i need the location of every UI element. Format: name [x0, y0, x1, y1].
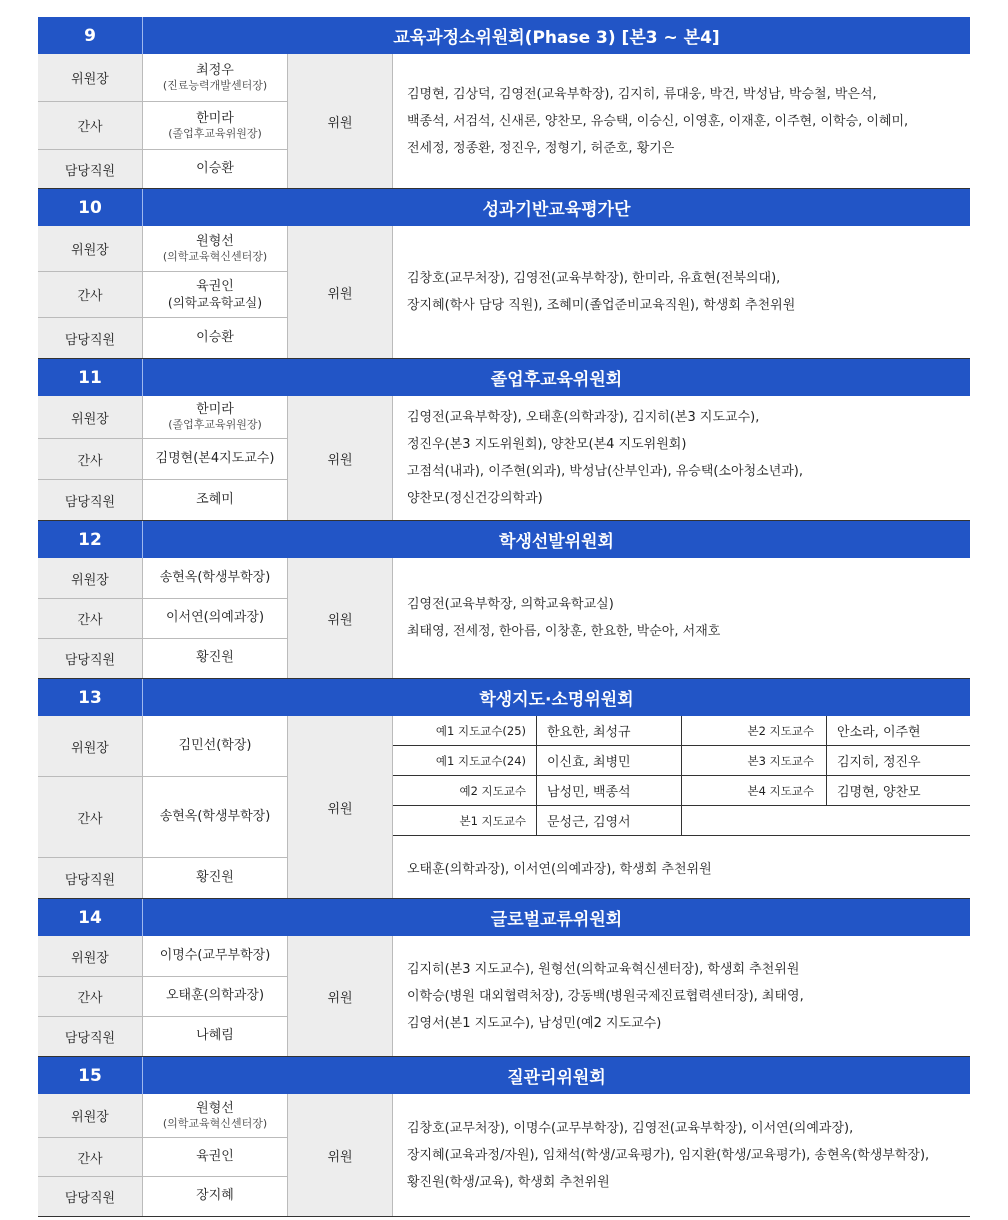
committee-body — [38, 396, 970, 521]
committee-header — [38, 359, 970, 396]
secretary-name: 한미라 — [196, 110, 234, 126]
chair-value — [143, 716, 287, 776]
staff-row — [38, 479, 287, 520]
committee-body — [38, 1094, 970, 1217]
committee-title: 성과기반교육평가단 — [482, 200, 631, 220]
committee-section — [38, 359, 970, 521]
advisor-names: 문성근, 김영서 — [537, 806, 682, 835]
members-lines — [407, 404, 803, 512]
chair-row — [38, 936, 287, 976]
advisor-names: 김지히, 정진우 — [837, 755, 921, 770]
committee-header — [38, 189, 970, 226]
staff-label: 담당직원 — [38, 858, 143, 898]
chair-name: 최정우 — [196, 62, 234, 78]
members-line: 김창호(교무처장), 이명수(교무부학장), 김영전(교육부학장), 이서연(의예과장), — [407, 1120, 854, 1136]
secretary-value — [143, 977, 287, 1016]
staff-row — [38, 149, 287, 188]
members-list — [393, 396, 970, 520]
staff-label: 담당직원 — [38, 1017, 143, 1056]
secretary-affiliation: (졸업후교육위원장) — [168, 126, 262, 140]
committee-body — [38, 558, 970, 679]
chair-row — [38, 54, 287, 101]
staff-value — [143, 150, 287, 188]
secretary-name: 이서연(의예과장) — [165, 610, 265, 626]
advisor-names: 김명현, 양찬모 — [837, 785, 921, 800]
chair-value — [143, 396, 287, 438]
advisor-row — [393, 806, 970, 836]
secretary-name: 송현옥(학생부학장) — [159, 808, 271, 824]
staff-label: 담당직원 — [38, 318, 143, 358]
committee-number: 15 — [38, 1057, 143, 1094]
staff-label: 담당직원 — [38, 1177, 143, 1216]
chair-label: 위원장 — [38, 54, 143, 101]
chair-value — [143, 936, 287, 976]
chair-name: 원형선 — [196, 1100, 234, 1116]
members-label: 위원 — [287, 54, 393, 188]
roles-column — [38, 226, 287, 358]
chair-name: 김민선(학장) — [178, 737, 252, 753]
staff-row — [38, 638, 287, 678]
advisor-row — [393, 776, 970, 806]
staff-name: 이승환 — [196, 160, 234, 176]
members-lines — [407, 1115, 929, 1196]
chair-name: 한미라 — [196, 402, 234, 417]
staff-row — [38, 1176, 287, 1216]
staff-name: 황진원 — [196, 650, 234, 666]
secretary-name: 육권인 — [196, 1148, 234, 1164]
secretary-label: 간사 — [38, 977, 143, 1016]
chair-label: 위원장 — [38, 1094, 143, 1137]
committee-title: 글로벌교류위원회 — [490, 910, 623, 930]
members-line: 장지혜(학사 담당 직원), 조혜미(졸업준비교육직원), 학생회 추천위원 — [407, 298, 796, 313]
committee-header — [38, 521, 970, 558]
secretary-label: 간사 — [38, 1138, 143, 1176]
members-line: 김영전(교육부학장, 의학교육학교실) — [407, 597, 614, 612]
chair-row — [38, 558, 287, 598]
committee-number: 12 — [38, 521, 143, 558]
secretary-label: 간사 — [38, 599, 143, 638]
chair-row — [38, 396, 287, 438]
chair-value — [143, 558, 287, 598]
advisor-label: 본4 지도교수 — [682, 776, 827, 805]
secretary-row — [38, 271, 287, 317]
committee-title: 교육과정소위원회(Phase 3) [본3 ~ 본4] — [393, 28, 720, 48]
members-list — [393, 226, 970, 358]
committee-title: 학생선발위원회 — [499, 532, 614, 552]
advisor-label: 본1 지도교수 — [393, 806, 537, 835]
staff-label: 담당직원 — [38, 150, 143, 188]
secretary-affiliation: (의학교육학교실) — [167, 294, 263, 310]
committee-body — [38, 54, 970, 189]
chair-label: 위원장 — [38, 558, 143, 598]
members-list — [393, 836, 970, 898]
secretary-value — [143, 1138, 287, 1176]
members-label: 위원 — [287, 226, 393, 358]
members-line: 양찬모(정신건강의학과) — [407, 491, 543, 506]
advisor-label: 예1 지도교수(24) — [393, 746, 537, 775]
chair-value — [143, 1094, 287, 1137]
chair-row — [38, 716, 287, 776]
chair-label: 위원장 — [38, 396, 143, 438]
members-line: 김명현, 김상덕, 김영전(교육부학장), 김지히, 류대웅, 박건, 박성남, 박승철, 박은석, — [407, 86, 877, 102]
members-label: 위원 — [287, 558, 393, 678]
members-label: 위원 — [287, 716, 393, 898]
committee-section — [38, 17, 970, 189]
secretary-name: 오태훈(의학과장) — [165, 988, 265, 1004]
members-label: 위원 — [287, 936, 393, 1056]
committee-title: 학생지도·소명위원회 — [479, 690, 634, 710]
members-line: 김영서(본1 지도교수), 남성민(예2 지도교수) — [407, 1015, 662, 1031]
secretary-row — [38, 438, 287, 479]
secretary-label: 간사 — [38, 102, 143, 149]
roles-column — [38, 936, 287, 1056]
chair-row — [38, 226, 287, 271]
roles-column — [38, 716, 287, 898]
chair-label: 위원장 — [38, 936, 143, 976]
secretary-value — [143, 777, 287, 857]
staff-row — [38, 857, 287, 898]
secretary-name: 김명현(본4지도교수) — [155, 450, 275, 466]
advisor-grid — [393, 716, 970, 898]
committee-number: 9 — [38, 17, 143, 54]
members-line: 고점석(내과), 이주현(외과), 박성남(산부인과), 유승택(소아청소년과), — [407, 464, 804, 479]
chair-affiliation: (진료능력개발센터장) — [162, 78, 268, 92]
members-line: 김영전(교육부학장), 오태훈(의학과장), 김지히(본3 지도교수), — [407, 410, 760, 425]
committee-header — [38, 679, 970, 716]
committee-header — [38, 899, 970, 936]
members-line: 전세정, 정종환, 정진우, 정형기, 허준호, 황기은 — [407, 140, 675, 156]
staff-value — [143, 1017, 287, 1056]
committee-section — [38, 189, 970, 359]
members-list — [393, 936, 970, 1056]
committee-section — [38, 899, 970, 1057]
members-lines — [407, 956, 804, 1037]
secretary-name: 육권인 — [196, 278, 234, 294]
chair-affiliation: (의학교육혁신센터장) — [162, 249, 268, 263]
committee-number: 10 — [38, 189, 143, 226]
members-list — [393, 1094, 970, 1216]
staff-value — [143, 858, 287, 898]
committee-number: 13 — [38, 679, 143, 716]
staff-row — [38, 1016, 287, 1056]
committee-document — [38, 17, 970, 1217]
chair-name: 송현옥(학생부학장) — [159, 569, 271, 585]
secretary-value — [143, 439, 287, 479]
advisor-names: 안소라, 이주현 — [837, 725, 921, 740]
staff-value — [143, 1177, 287, 1216]
committee-body — [38, 936, 970, 1057]
members-list — [393, 558, 970, 678]
members-line: 김지히(본3 지도교수), 원형선(의학교육혁신센터장), 학생회 추천위원 — [407, 961, 800, 977]
staff-value — [143, 318, 287, 358]
chair-affiliation: (의학교육혁신센터장) — [162, 1116, 268, 1130]
secretary-row — [38, 776, 287, 857]
roles-column — [38, 54, 287, 188]
secretary-row — [38, 101, 287, 149]
secretary-row — [38, 1137, 287, 1176]
chair-value — [143, 54, 287, 101]
staff-name: 이승환 — [196, 329, 234, 345]
members-lines — [407, 81, 908, 162]
staff-value — [143, 480, 287, 520]
roles-column — [38, 396, 287, 520]
staff-name: 황진원 — [196, 869, 234, 885]
advisor-row — [393, 716, 970, 746]
committee-number: 11 — [38, 359, 143, 396]
staff-name: 조혜미 — [196, 491, 234, 507]
staff-value — [143, 639, 287, 678]
advisor-row — [393, 746, 970, 776]
chair-name: 이명수(교무부학장) — [159, 947, 271, 963]
chair-row — [38, 1094, 287, 1137]
committee-body — [38, 716, 970, 899]
committee-title: 질관리위원회 — [507, 1068, 606, 1088]
secretary-label: 간사 — [38, 777, 143, 857]
committee-number: 14 — [38, 899, 143, 936]
roles-column — [38, 558, 287, 678]
staff-name: 나혜림 — [196, 1028, 234, 1044]
advisor-label: 예1 지도교수(25) — [393, 716, 537, 745]
members-label: 위원 — [287, 396, 393, 520]
members-line: 오태훈(의학과장), 이서연(의예과장), 학생회 추천위원 — [407, 861, 712, 877]
committee-title: 졸업후교육위원회 — [490, 370, 623, 390]
committee-section — [38, 679, 970, 899]
members-line: 백종석, 서검석, 신새론, 양찬모, 유승택, 이승신, 이영훈, 이재훈, 이주현, 이학승, 이혜미, — [407, 113, 909, 129]
members-line: 정진우(본3 지도위원회), 양찬모(본4 지도위원회) — [407, 437, 687, 452]
members-lines — [407, 265, 795, 319]
staff-label: 담당직원 — [38, 639, 143, 678]
members-line: 이학승(병원 대외협력처장), 강동백(병원국제진료협력센터장), 최태영, — [407, 988, 804, 1004]
advisor-label: 본3 지도교수 — [682, 746, 827, 775]
chair-value — [143, 226, 287, 271]
members-line: 최태영, 전세정, 한아름, 이창훈, 한요한, 박순아, 서재호 — [407, 624, 721, 639]
secretary-row — [38, 598, 287, 638]
secretary-value — [143, 272, 287, 317]
roles-column — [38, 1094, 287, 1216]
advisor-names: 남성민, 백종석 — [537, 776, 682, 805]
committee-section — [38, 1057, 970, 1217]
committee-header — [38, 17, 970, 54]
members-line: 김창호(교무처장), 김영전(교육부학장), 한미라, 유효현(전북의대), — [407, 271, 781, 286]
advisor-names: 이신효, 최병민 — [537, 746, 682, 775]
chair-name: 원형선 — [196, 233, 234, 249]
committee-section — [38, 521, 970, 679]
chair-label: 위원장 — [38, 226, 143, 271]
advisor-label: 본2 지도교수 — [682, 716, 827, 745]
members-label: 위원 — [287, 1094, 393, 1216]
secretary-row — [38, 976, 287, 1016]
staff-row — [38, 317, 287, 358]
chair-affiliation: (졸업후교육위원장) — [168, 418, 262, 432]
advisor-label: 예2 지도교수 — [393, 776, 537, 805]
members-line: 황진원(학생/교육), 학생회 추천위원 — [407, 1174, 610, 1190]
secretary-value — [143, 102, 287, 149]
committee-header — [38, 1057, 970, 1094]
committee-body — [38, 226, 970, 359]
advisor-names: 한요한, 최성규 — [537, 716, 682, 745]
members-line: 장지혜(교육과정/자원), 임채석(학생/교육평가), 임지환(학생/교육평가), 송현옥(학생부학장), — [407, 1147, 930, 1163]
chair-label: 위원장 — [38, 716, 143, 776]
members-lines — [407, 591, 720, 645]
members-list — [393, 54, 970, 188]
secretary-label: 간사 — [38, 272, 143, 317]
secretary-value — [143, 599, 287, 638]
secretary-label: 간사 — [38, 439, 143, 479]
staff-label: 담당직원 — [38, 480, 143, 520]
staff-name: 장지혜 — [196, 1188, 234, 1204]
